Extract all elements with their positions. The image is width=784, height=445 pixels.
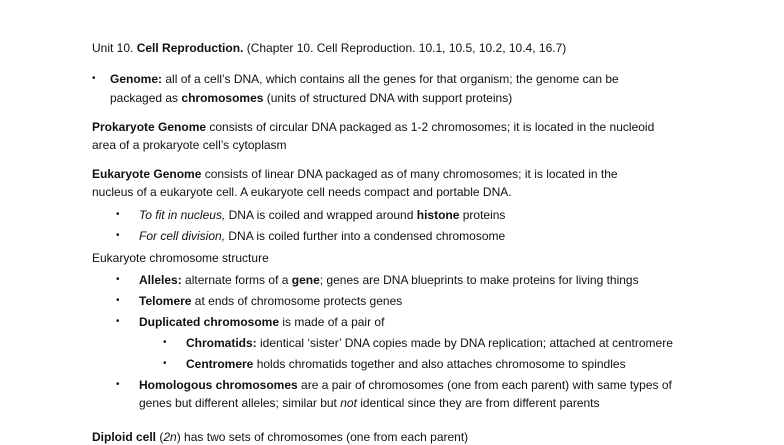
alleles-text-b: ; genes are DNA blueprints to make proteins for living things	[319, 273, 639, 287]
genome-text-2b: (units of structured DNA with support proteins)	[263, 91, 513, 105]
telomere-term: Telomere	[139, 294, 192, 308]
not-emphasis: not	[340, 396, 357, 410]
eukaryote-text: consists of linear DNA packaged as of many chromosomes; it is located in the	[201, 167, 618, 181]
chromatids-term: Chromatids:	[186, 336, 257, 350]
cell-division-label: For cell division,	[139, 229, 226, 243]
telomere-text: at ends of chromosome protects genes	[191, 294, 403, 308]
eukaryote-text-2: nucleus of a eukaryote cell. A eukaryote cell needs compact and portable DNA.	[92, 185, 512, 199]
telomere-item	[139, 293, 402, 309]
homologous-item	[139, 377, 672, 393]
chapter-reference: (Chapter 10. Cell Reproduction. 10.1, 10.5, 10.2, 10.4, 16.7)	[243, 41, 567, 55]
gene-term: gene	[291, 273, 320, 287]
bullet-icon: •	[92, 73, 96, 84]
alleles-text-a: alternate forms of a	[181, 273, 292, 287]
prokaryote-text-2: area of a prokaryote cell’s cytoplasm	[92, 138, 287, 152]
prokaryote-paragraph-cont	[92, 137, 287, 153]
diploid-paragraph	[92, 429, 468, 445]
eukaryote-paragraph-cont	[92, 184, 512, 200]
bullet-icon: •	[163, 337, 167, 348]
centromere-term: Centromere	[186, 357, 254, 371]
genome-text: all of a cell’s DNA, which contains all the genes for that organism; the genome can be	[162, 72, 619, 86]
cell-division-item	[139, 228, 505, 244]
alleles-item	[139, 272, 639, 288]
homologous-text-2b: identical since they are from different parents	[356, 396, 600, 410]
genome-definition	[110, 71, 619, 87]
bullet-icon: •	[116, 230, 120, 241]
homologous-text-2a: genes but different alleles; similar but	[139, 396, 341, 410]
prokaryote-paragraph	[92, 119, 654, 135]
histone-term: histone	[416, 208, 460, 222]
duplicated-item	[139, 314, 384, 330]
centromere-text: holds chromatids together and also attaches chromosome to spindles	[253, 357, 626, 371]
unit-label: Unit 10.	[92, 41, 137, 55]
alleles-term: Alleles:	[139, 273, 182, 287]
cell-division-text: DNA is coiled further into a condensed chromosome	[225, 229, 506, 243]
bullet-icon: •	[116, 209, 120, 220]
unit-heading	[92, 40, 566, 56]
chromatids-item	[186, 335, 673, 351]
structure-heading: Eukaryote chromosome structure	[92, 251, 269, 265]
unit-title: Cell Reproduction.	[136, 41, 244, 55]
bullet-icon: •	[116, 274, 120, 285]
notation-open: (	[156, 430, 164, 444]
prokaryote-text: consists of circular DNA packaged as 1-2 chromosomes; it is located in the nucleoid	[206, 120, 655, 134]
notation-close: )	[176, 430, 181, 444]
eukaryote-paragraph	[92, 166, 618, 182]
eukaryote-term: Eukaryote Genome	[92, 167, 202, 181]
centromere-item	[186, 356, 626, 372]
duplicated-text: is made of a pair of	[279, 315, 385, 329]
homologous-text: are a pair of chromosomes (one from each parent) with same types of	[297, 378, 672, 392]
bullet-icon: •	[116, 295, 120, 306]
genome-term: Genome:	[110, 72, 163, 86]
diploid-term: Diploid cell	[92, 430, 157, 444]
homologous-item-cont	[139, 395, 600, 411]
chromosomes-term: chromosomes	[181, 91, 264, 105]
prokaryote-term: Prokaryote Genome	[92, 120, 207, 134]
homologous-term: Homologous chromosomes	[139, 378, 298, 392]
genome-definition-cont	[110, 90, 512, 106]
bullet-icon: •	[116, 379, 120, 390]
bullet-icon: •	[163, 358, 167, 369]
nucleus-fit-text-a: DNA is coiled and wrapped around	[225, 208, 417, 222]
nucleus-fit-label: To fit in nucleus,	[139, 208, 226, 222]
chromatids-text: identical ‘sister’ DNA copies made by DNA replication; attached at centromere	[256, 336, 673, 350]
diploid-text: has two sets of chromosomes (one from each parent)	[180, 430, 469, 444]
bullet-icon: •	[116, 316, 120, 327]
nucleus-fit-item	[139, 207, 505, 223]
diploid-notation: 2n	[163, 430, 177, 444]
duplicated-term: Duplicated chromosome	[139, 315, 280, 329]
nucleus-fit-text-b: proteins	[459, 208, 506, 222]
genome-text-2a: packaged as	[110, 91, 182, 105]
